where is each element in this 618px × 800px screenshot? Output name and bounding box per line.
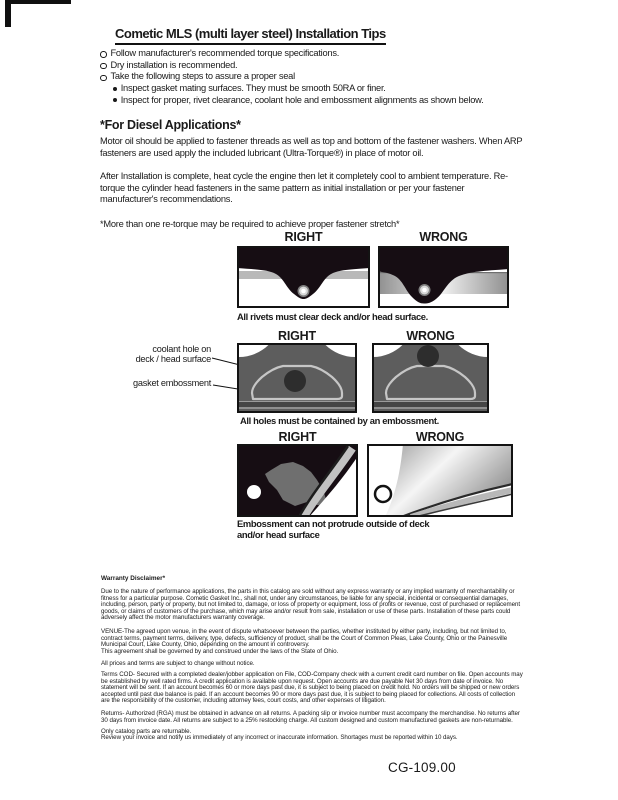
list-item: [100, 60, 532, 72]
page-title: Cometic MLS (multi layer steel) Installation Tips: [115, 26, 386, 45]
retorque-note: *More than one re-torque may be required to achieve proper fastener stretch*: [100, 219, 400, 229]
list-subitem: [113, 83, 532, 95]
installation-tips-list: [100, 48, 532, 107]
list-item-text: Follow manufacturer's recommended torque specifications.: [110, 48, 340, 58]
list-item-text: Dry installation is recommended.: [110, 59, 238, 70]
filled-bullet-icon: [113, 87, 117, 91]
pair2-wrong-label: WRONG: [406, 329, 455, 343]
warranty-paragraph: Only catalog parts are returnable.: [101, 728, 192, 735]
warranty-paragraph: All prices and terms are subject to change without notice.: [101, 660, 255, 667]
pair1-caption: All rivets must clear deck and/or head surface.: [237, 311, 428, 322]
gasket-embossment-callout: gasket embossment: [133, 378, 211, 388]
coolant-hole-callout: coolant hole on deck / head surface: [135, 344, 211, 364]
warranty-paragraph: This agreement shall be governed by and construed under the laws of the State of Ohio.: [101, 648, 339, 655]
open-bullet-icon: [100, 51, 107, 58]
pair3-caption: Embossment can not protrude outside of deck and/or head surface: [237, 518, 430, 540]
scan-mark-horizontal: [8, 0, 71, 4]
list-item-text: Take the following steps to assure a proper seal: [110, 71, 295, 82]
diagram1-wrong-graphic: [378, 246, 509, 308]
diagram1-right-graphic: [237, 246, 370, 308]
diagram3-wrong-graphic: [367, 444, 513, 517]
open-bullet-icon: [100, 63, 107, 70]
pair2-caption: All holes must be contained by an embossment.: [240, 415, 439, 426]
pair3-wrong-label: WRONG: [415, 430, 465, 444]
diagram2-wrong-graphic: [372, 343, 489, 413]
warranty-paragraph: Due to the nature of performance applications, the parts in this catalog are sold without any express warranty or any implied warranty of merchantability or fitness for a particular purpose. Cometic Gasket Inc., shall not, under any circumstances, be liable for any special, incidental or consequential damages, including, person, party or property, but not limited to, damage, or loss of property or equipment, loss of profits or revenue, cost of purchased or replacement goods, or claims of customers of the purchase, which may arise and/or result from sale, installation or use of these parts. Installation of these parts could adversely affect the motor manufacturers warranty coverage.: [101, 588, 521, 622]
list-item-text: Inspect for proper, rivet clearance, coolant hole and embossment alignments as shown below.: [120, 94, 484, 105]
diesel-heading: *For Diesel Applications*: [100, 118, 241, 132]
pair1-right-label: RIGHT: [284, 230, 323, 244]
diagram2-right-graphic: [237, 343, 357, 413]
diagram3-right-graphic: [237, 444, 358, 517]
list-item: [100, 48, 532, 60]
list-item: [100, 71, 532, 83]
filled-bullet-icon: [113, 98, 117, 102]
pair1-wrong-label: WRONG: [419, 230, 468, 244]
list-item-text: Inspect gasket mating surfaces. They must be smooth 50RA or finer.: [120, 83, 386, 94]
warranty-paragraph: Returns- Authorized (RGA) must be obtained in advance on all returns. A packing slip or invoice number must accompany the merchandise. No returns after 30 days from invoice date. All returns are subject to a 25% restocking charge. All custom designed and custom manufactured gaskets are non-returnable.: [101, 710, 520, 724]
pair3-right-label: RIGHT: [278, 430, 317, 444]
pair2-right-label: RIGHT: [278, 329, 316, 343]
diesel-paragraph-2: After Installation is complete, heat cycle the engine then let it completely cool to ambient temperature. Re-torque the cylinder head fasteners in the same pattern as initial installation or per your fastener manufacturer's recommendations.: [100, 171, 508, 205]
page-code: CG-109.00: [388, 760, 456, 775]
list-subitem: [113, 95, 532, 107]
scan-mark-vertical: [5, 0, 11, 27]
warranty-heading: Warranty Disclaimer*: [101, 575, 166, 582]
warranty-paragraph: VENUE-The agreed upon venue, in the event of dispute whatsoever between the parties, whether instituted by either party, including, but not limited to, contract terms, payment terms, delivery, type, defects, sufficiency of product, shall be the Court of Common Pleas, Lake County, Ohio or the Painesville Municipal Court, Lake County, Ohio, depending on the amount in controversy.: [101, 628, 508, 649]
diesel-paragraph-1: Motor oil should be applied to fastener threads as well as top and bottom of the fastener washers. When ARP fasteners are used apply the included lubricant (Ultra-Torque®) in place of motor oil.: [100, 136, 523, 158]
warranty-paragraph: Review your invoice and notify us immediately of any incorrect or inaccurate information. Shortages must be reported within 10 days.: [101, 734, 458, 741]
open-bullet-icon: [100, 75, 107, 82]
warranty-paragraph: Terms COD- Secured with a completed dealer/jobber application on File, COD-Company check with a current credit card number on file. Open accounts may be established by well rated firms. A credit application is available upon request. Open accounts are due payable Net 30 days from date of invoice. No statement will be sent. If an account becomes 60 or more days past due, it is subject to being placed on credit hold. No orders will be shipped or new orders accepted until past due balance is paid. If an account becomes 90 or more days past due, it is subject to being placed for collections. All costs of collection are the responsibility of the customer, including attorney fees, court costs, and other expenses of litigation.: [101, 671, 523, 705]
